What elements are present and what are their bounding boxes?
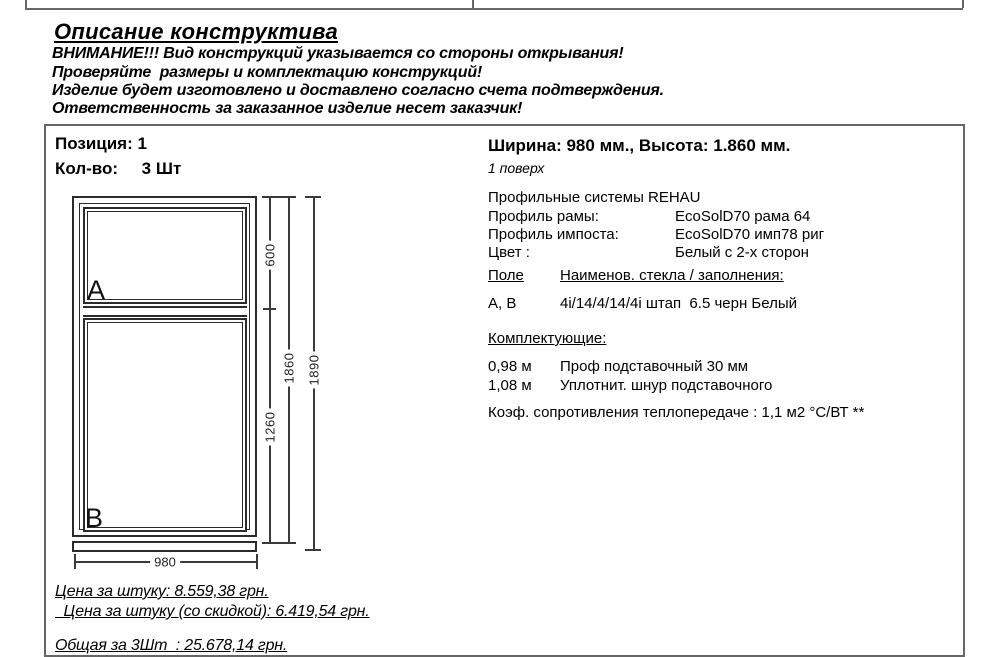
dim-label-980: 980 (150, 555, 180, 570)
warning-line-4: Ответственность за заказанное изделие несет заказчик! (52, 100, 523, 117)
profile-system: Профильные системы REHAU (488, 189, 701, 206)
table-border-left (25, 0, 27, 8)
stand-profile (72, 541, 257, 552)
components-title: Комплектующие: (488, 330, 607, 347)
dim-tick-top-inner (262, 196, 296, 198)
mullion-impost (83, 306, 247, 317)
dim-width-tick-right (256, 554, 258, 569)
profile-row-value: Белый с 2-х сторон (675, 244, 809, 261)
component-qty: 1,08 м (488, 377, 532, 394)
pane-b-label: B (85, 503, 104, 533)
glass-row-value: 4i/14/4/14/4i штап 6.5 черн Белый (560, 295, 798, 312)
dim-label-1890: 1890 (307, 352, 322, 389)
floor-note: 1 поверх (488, 160, 545, 176)
dim-tick-top-outer (305, 196, 321, 198)
page-title: Описание конструктива (54, 19, 338, 44)
warning-line-3: Изделие будет изготовлено и доставлено согласно счета подтверждения. (52, 82, 664, 99)
price-per-unit-discounted: Цена за штуку (со скидкой): 6.419,54 грн. (55, 603, 370, 620)
dim-label-1260: 1260 (263, 409, 278, 446)
component-name: Проф подставочный 30 мм (560, 358, 749, 375)
warning-line-1: ВНИМАНИЕ!!! Вид конструкций указывается со стороны открывания! (52, 45, 624, 62)
table-border-right (962, 0, 964, 8)
profile-row-label: Профиль рамы: (488, 208, 599, 225)
size-heading: Ширина: 980 мм., Высота: 1.860 мм. (488, 136, 791, 155)
component-name: Уплотнит. шнур подставочного (560, 377, 773, 394)
profile-row-label: Профиль импоста: (488, 226, 619, 243)
warning-line-2: Проверяйте размеры и комплектацию конструкций! (52, 64, 483, 81)
profile-row-value: EcoSolD70 имп78 риг (675, 226, 825, 243)
dim-label-600: 600 (263, 240, 278, 269)
dim-tick-mullion (263, 308, 276, 310)
glass-a (87, 211, 243, 300)
price-total: Общая за 3Шт : 25.678,14 грн. (55, 637, 288, 654)
dim-tick-bottom-inner (262, 542, 296, 544)
position-quantity: Кол-во: 3 Шт (55, 159, 182, 178)
price-per-unit: Цена за штуку: 8.559,38 грн. (55, 583, 269, 600)
pane-a (83, 207, 247, 304)
glass-b (87, 322, 243, 528)
heat-coefficient: Коэф. сопротивления теплопередаче : 1,1 м2 °С/ВТ ** (488, 404, 865, 421)
dim-label-1860: 1860 (282, 350, 297, 387)
profile-row-value: EcoSolD70 рама 64 (675, 208, 811, 225)
dim-width-tick-left (74, 554, 76, 569)
table-border-middle (472, 0, 474, 8)
table-bottom-border (25, 8, 963, 10)
position-number: Позиция: 1 (55, 134, 147, 153)
glass-row-field: А, В (488, 295, 517, 312)
glass-col-name-header: Наименов. стекла / заполнения: (560, 267, 784, 284)
profile-row-label: Цвет : (488, 244, 530, 261)
pane-a-label: A (87, 275, 106, 305)
pane-b (83, 318, 247, 532)
glass-col-field-header: Поле (488, 267, 524, 284)
dim-tick-bottom-outer (305, 549, 321, 551)
component-qty: 0,98 м (488, 358, 532, 375)
